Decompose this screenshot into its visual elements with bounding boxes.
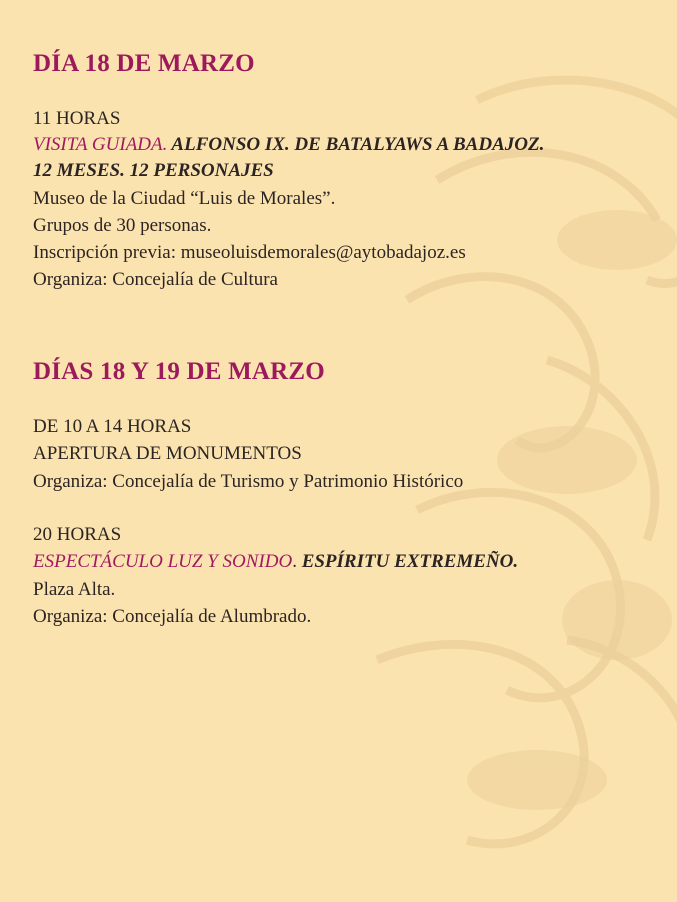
event-organizer: Organiza: Concejalía de Turismo y Patrimonio Histórico <box>33 471 464 492</box>
event-title-separator: . <box>292 551 302 572</box>
event-title <box>33 549 518 575</box>
event-venue: Plaza Alta. <box>33 579 116 600</box>
event-title-line2: 12 MESES. 12 PERSONAJES <box>33 160 274 181</box>
event-time: DE 10 A 14 HORAS <box>33 416 192 437</box>
event-time: 11 HORAS <box>33 108 121 129</box>
section-heading-day-18: DÍA 18 DE MARZO <box>33 50 255 77</box>
event-registration: Inscripción previa: museoluisdemorales@aytobadajoz.es <box>33 242 466 263</box>
event-venue: Museo de la Ciudad “Luis de Morales”. <box>33 188 336 209</box>
section-heading-days-18-19: DÍAS 18 Y 19 DE MARZO <box>33 358 325 385</box>
event-title: APERTURA DE MONUMENTOS <box>33 443 302 464</box>
event-organizer: Organiza: Concejalía de Cultura <box>33 269 278 290</box>
event-title-rest: ESPÍRITU EXTREMEÑO. <box>301 551 519 572</box>
event-title-accent: ESPECTÁCULO LUZ Y SONIDO <box>33 551 293 572</box>
event-title-rest: ALFONSO IX. DE BATALYAWS A BADAJOZ. <box>167 134 545 155</box>
event-title <box>33 132 544 158</box>
event-organizer: Organiza: Concejalía de Alumbrado. <box>33 606 312 627</box>
event-group-size: Grupos de 30 personas. <box>33 215 212 236</box>
event-time: 20 HORAS <box>33 524 122 545</box>
event-title-accent: VISITA GUIADA. <box>33 134 168 155</box>
